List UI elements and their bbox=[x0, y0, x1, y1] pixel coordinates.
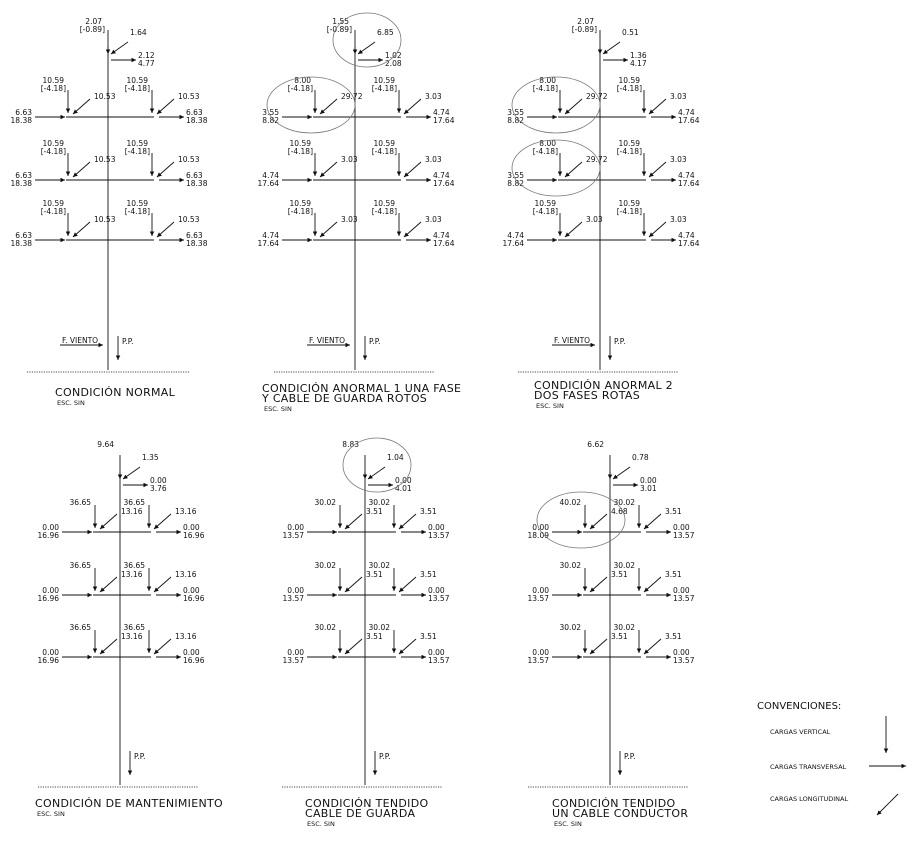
arm2-left-longitudinal-secondary-value: 13.57 bbox=[282, 594, 304, 603]
arm1-right-vertical-value: 10.59 bbox=[126, 76, 148, 85]
diagram-scale: ESC. SIN bbox=[57, 399, 85, 407]
arm3-right-vertical-value: 30.02 bbox=[613, 623, 635, 632]
arm1-right-longitudinal-secondary-value: 17.64 bbox=[678, 116, 700, 125]
arm1-right-vertical-value: 36.65 bbox=[123, 498, 145, 507]
arm3-left-longitudinal-arrow bbox=[565, 222, 582, 237]
diagram-title-line: DOS FASES ROTAS bbox=[534, 389, 641, 402]
arm1-left-vertical-value: 10.59 bbox=[42, 76, 64, 85]
top-transversal-value: 0.00 bbox=[150, 476, 167, 485]
arm1-right-longitudinal-value: 10.53 bbox=[178, 92, 200, 101]
arm3-left-transversal-value: 4.74 bbox=[262, 231, 279, 240]
top-longitudinal-arrow bbox=[123, 467, 140, 479]
arm1-right-vertical-value: 30.02 bbox=[613, 498, 635, 507]
arm2-left-vertical-value: 8.00 bbox=[539, 139, 556, 148]
arm3-left-longitudinal-arrow bbox=[100, 639, 117, 654]
arm2-left-vertical-secondary-value: [-4.18] bbox=[40, 147, 66, 156]
arm2-right-vertical-secondary-value: [-4.18] bbox=[124, 147, 150, 156]
arm2-right-vertical-secondary-value: [-4.18] bbox=[616, 147, 642, 156]
top-vertical-value: 1.55 bbox=[332, 17, 349, 26]
arm3-right-longitudinal-value: 10.53 bbox=[178, 215, 200, 224]
self-weight-label: P.P. bbox=[122, 337, 134, 346]
arm3-left-longitudinal-secondary-value: 17.64 bbox=[257, 239, 279, 248]
arm1-right-longitudinal-arrow bbox=[644, 514, 661, 529]
arm3-right-vertical-secondary-value: [-4.18] bbox=[616, 207, 642, 216]
top-longitudinal-arrow bbox=[111, 42, 128, 54]
arm1-right-longitudinal-value: 3.51 bbox=[665, 507, 682, 516]
arm2-right-longitudinal-secondary-value: 13.57 bbox=[428, 594, 450, 603]
arm2-left-longitudinal-value: 10.53 bbox=[94, 155, 116, 164]
arm2-right-longitudinal-secondary-value: 17.64 bbox=[678, 179, 700, 188]
arm2-right-longitudinal-arrow bbox=[649, 162, 666, 177]
arm2-right-transversal-value: 4.74 bbox=[433, 171, 450, 180]
arm3-left-longitudinal-arrow bbox=[320, 222, 337, 237]
arm3-left-vertical-secondary-value: [-4.18] bbox=[287, 207, 313, 216]
arm3-right-longitudinal-secondary-value: 13.57 bbox=[673, 656, 695, 665]
arm2-right-vertical-value: 30.02 bbox=[368, 561, 390, 570]
arm3-right-longitudinal-arrow bbox=[157, 222, 174, 237]
arm3-right-longitudinal-value: 13.16 bbox=[175, 632, 197, 641]
arm1-left-transversal-value: 0.00 bbox=[42, 523, 59, 532]
arm2-right-longitudinal-arrow bbox=[404, 162, 421, 177]
arm2-left-longitudinal-secondary-value: 8.82 bbox=[507, 179, 524, 188]
arm3-right-transversal-value: 6.63 bbox=[186, 231, 203, 240]
arm2-right-vertical-value: 36.65 bbox=[123, 561, 145, 570]
top-longitudinal-value: 6.85 bbox=[377, 28, 394, 37]
arm1-right-transversal-value: 4.74 bbox=[433, 108, 450, 117]
arm3-left-longitudinal-secondary-value: 17.64 bbox=[502, 239, 524, 248]
arm1-left-longitudinal-secondary-value: 8.82 bbox=[262, 116, 279, 125]
arm1-right-transversal-value: 0.00 bbox=[183, 523, 200, 532]
arm1-right-longitudinal-secondary-value: 16.96 bbox=[183, 531, 205, 540]
arm2-left-longitudinal-value: 3.51 bbox=[611, 570, 628, 579]
arm1-left-longitudinal-value: 13.16 bbox=[121, 507, 143, 516]
arm3-left-longitudinal-value: 13.16 bbox=[121, 632, 143, 641]
arm2-left-vertical-value: 36.65 bbox=[69, 561, 91, 570]
arm3-right-vertical-value: 36.65 bbox=[123, 623, 145, 632]
top-vertical-value: 8.83 bbox=[342, 440, 359, 449]
arm3-right-vertical-value: 10.59 bbox=[126, 199, 148, 208]
arm3-left-longitudinal-arrow bbox=[345, 639, 362, 654]
arm3-right-longitudinal-secondary-value: 16.96 bbox=[183, 656, 205, 665]
arm3-left-longitudinal-arrow bbox=[73, 222, 90, 237]
arm3-right-longitudinal-value: 3.51 bbox=[420, 632, 437, 641]
arm1-left-vertical-value: 36.65 bbox=[69, 498, 91, 507]
diagram-title-line: CABLE DE GUARDA bbox=[305, 807, 416, 820]
diagram-anormal1 bbox=[258, 13, 462, 413]
arm3-left-vertical-value: 10.59 bbox=[534, 199, 556, 208]
top-longitudinal-value: 1.35 bbox=[142, 453, 159, 462]
arm2-left-longitudinal-value: 13.16 bbox=[121, 570, 143, 579]
top-transversal-value: 0.00 bbox=[640, 476, 657, 485]
wind-force-label: F. VIENTO bbox=[309, 336, 346, 345]
arm1-right-longitudinal-secondary-value: 18.38 bbox=[186, 116, 208, 125]
diagram-title-line: CONDICIÓN DE MANTENIMIENTO bbox=[35, 797, 223, 810]
arm3-left-longitudinal-value: 3.51 bbox=[611, 632, 628, 641]
arm3-right-longitudinal-secondary-value: 13.57 bbox=[428, 656, 450, 665]
arm3-left-vertical-secondary-value: [-4.18] bbox=[40, 207, 66, 216]
arm1-left-transversal-value: 3.55 bbox=[507, 108, 524, 117]
diagram-scale: ESC. SIN bbox=[264, 405, 292, 413]
arm1-right-vertical-secondary-value: [-4.18] bbox=[616, 84, 642, 93]
arm1-right-transversal-value: 4.74 bbox=[678, 108, 695, 117]
arm3-left-vertical-value: 30.02 bbox=[314, 623, 336, 632]
arm1-right-longitudinal-arrow bbox=[154, 514, 171, 529]
arm1-left-vertical-secondary-value: [-4.18] bbox=[40, 84, 66, 93]
top-vertical-value: 2.07 bbox=[577, 17, 594, 26]
top-longitudinal-arrow bbox=[603, 42, 620, 54]
legend-longitudinal-arrow bbox=[877, 794, 898, 815]
arm3-left-vertical-secondary-value: [-4.18] bbox=[532, 207, 558, 216]
arm2-right-transversal-value: 0.00 bbox=[183, 586, 200, 595]
arm1-left-longitudinal-value: 10.53 bbox=[94, 92, 116, 101]
arm1-left-vertical-value: 40.02 bbox=[559, 498, 581, 507]
arm2-left-longitudinal-value: 3.51 bbox=[366, 570, 383, 579]
arm1-right-transversal-value: 6.63 bbox=[186, 108, 203, 117]
arm3-right-longitudinal-value: 3.03 bbox=[670, 215, 687, 224]
top-transversal-value: 2.12 bbox=[138, 51, 155, 60]
arm2-left-transversal-value: 0.00 bbox=[532, 586, 549, 595]
arm1-left-longitudinal-secondary-value: 18.09 bbox=[527, 531, 549, 540]
arm1-left-longitudinal-secondary-value: 18.38 bbox=[10, 116, 32, 125]
self-weight-label: P.P. bbox=[369, 337, 381, 346]
diagram-scale: ESC. SIN bbox=[554, 820, 582, 828]
arm2-left-longitudinal-arrow bbox=[320, 162, 337, 177]
arm1-right-longitudinal-value: 3.51 bbox=[420, 507, 437, 516]
arm2-right-longitudinal-arrow bbox=[157, 162, 174, 177]
arm3-left-longitudinal-arrow bbox=[590, 639, 607, 654]
arm2-right-transversal-value: 0.00 bbox=[428, 586, 445, 595]
arm3-left-transversal-value: 0.00 bbox=[42, 648, 59, 657]
arm2-right-transversal-value: 6.63 bbox=[186, 171, 203, 180]
arm1-right-longitudinal-arrow bbox=[157, 99, 174, 114]
arm3-right-longitudinal-value: 3.03 bbox=[425, 215, 442, 224]
arm2-left-transversal-value: 6.63 bbox=[15, 171, 32, 180]
highlight-circle bbox=[343, 438, 411, 492]
arm3-left-transversal-value: 6.63 bbox=[15, 231, 32, 240]
top-longitudinal-value: 0.51 bbox=[622, 28, 639, 37]
wind-force-label: F. VIENTO bbox=[62, 336, 99, 345]
arm2-left-longitudinal-secondary-value: 18.38 bbox=[10, 179, 32, 188]
diagrams-layer bbox=[11, 13, 700, 828]
diagram-mantenimiento bbox=[35, 440, 223, 818]
top-vertical-secondary-value: [-0.89] bbox=[571, 25, 597, 34]
arm2-right-longitudinal-value: 10.53 bbox=[178, 155, 200, 164]
top-vertical-secondary-value: [-0.89] bbox=[326, 25, 352, 34]
arm2-right-longitudinal-arrow bbox=[399, 577, 416, 592]
arm2-left-longitudinal-arrow bbox=[345, 577, 362, 592]
top-longitudinal-value: 1.04 bbox=[387, 453, 404, 462]
arm3-left-vertical-value: 10.59 bbox=[289, 199, 311, 208]
arm2-right-vertical-value: 10.59 bbox=[126, 139, 148, 148]
top-longitudinal-arrow bbox=[358, 42, 375, 54]
arm2-right-vertical-secondary-value: [-4.18] bbox=[371, 147, 397, 156]
self-weight-label: P.P. bbox=[134, 752, 146, 761]
arm1-left-longitudinal-arrow bbox=[345, 514, 362, 529]
arm2-left-vertical-value: 30.02 bbox=[559, 561, 581, 570]
arm2-left-longitudinal-secondary-value: 16.96 bbox=[37, 594, 59, 603]
arm2-right-longitudinal-value: 3.03 bbox=[425, 155, 442, 164]
arm2-left-transversal-value: 0.00 bbox=[287, 586, 304, 595]
arm1-left-longitudinal-secondary-value: 8.82 bbox=[507, 116, 524, 125]
arm1-right-longitudinal-secondary-value: 17.64 bbox=[433, 116, 455, 125]
arm1-right-vertical-value: 30.02 bbox=[368, 498, 390, 507]
arm3-left-vertical-value: 36.65 bbox=[69, 623, 91, 632]
arm3-left-longitudinal-value: 3.03 bbox=[586, 215, 603, 224]
arm1-right-longitudinal-arrow bbox=[399, 514, 416, 529]
arm1-left-longitudinal-value: 3.51 bbox=[366, 507, 383, 516]
arm3-left-vertical-value: 30.02 bbox=[559, 623, 581, 632]
arm3-right-longitudinal-arrow bbox=[404, 222, 421, 237]
arm3-right-vertical-secondary-value: [-4.18] bbox=[124, 207, 150, 216]
arm2-left-vertical-value: 10.59 bbox=[289, 139, 311, 148]
legend bbox=[757, 701, 906, 815]
arm1-left-longitudinal-value: 29.72 bbox=[586, 92, 608, 101]
arm3-right-longitudinal-value: 3.51 bbox=[665, 632, 682, 641]
legend-longitudinal-label: CARGAS LONGITUDINAL bbox=[770, 795, 849, 803]
diagram-normal bbox=[11, 17, 208, 407]
arm2-right-longitudinal-value: 3.51 bbox=[665, 570, 682, 579]
self-weight-label: P.P. bbox=[624, 752, 636, 761]
arm2-left-longitudinal-secondary-value: 17.64 bbox=[257, 179, 279, 188]
arm3-right-vertical-value: 10.59 bbox=[618, 199, 640, 208]
arm3-right-longitudinal-secondary-value: 17.64 bbox=[678, 239, 700, 248]
legend-transversal-label: CARGAS TRANSVERSAL bbox=[770, 763, 847, 771]
arm1-left-longitudinal-arrow bbox=[73, 99, 90, 114]
arm1-left-transversal-value: 0.00 bbox=[532, 523, 549, 532]
arm3-right-longitudinal-arrow bbox=[649, 222, 666, 237]
diagram-title-line: CONDICIÓN TENDIDO bbox=[305, 797, 429, 810]
arm1-left-vertical-secondary-value: [-4.18] bbox=[532, 84, 558, 93]
diagram-anormal2 bbox=[503, 17, 700, 410]
arm2-right-longitudinal-value: 3.03 bbox=[670, 155, 687, 164]
arm3-right-longitudinal-secondary-value: 17.64 bbox=[433, 239, 455, 248]
top-longitudinal-arrow bbox=[613, 467, 630, 479]
arm1-right-vertical-secondary-value: [-4.18] bbox=[371, 84, 397, 93]
top-longitudinal-secondary-value: 3.76 bbox=[150, 484, 167, 493]
arm1-left-vertical-value: 8.00 bbox=[294, 76, 311, 85]
top-vertical-secondary-value: [-0.89] bbox=[79, 25, 105, 34]
arm1-right-vertical-secondary-value: [-4.18] bbox=[124, 84, 150, 93]
diagram-title-line: CONDICIÓN TENDIDO bbox=[552, 797, 676, 810]
diagram-tendido_conductor bbox=[528, 440, 695, 828]
arm3-right-transversal-value: 0.00 bbox=[673, 648, 690, 657]
arm2-right-longitudinal-value: 13.16 bbox=[175, 570, 197, 579]
arm1-left-longitudinal-arrow bbox=[100, 514, 117, 529]
arm2-right-longitudinal-arrow bbox=[644, 577, 661, 592]
arm1-right-transversal-value: 0.00 bbox=[673, 523, 690, 532]
arm3-right-transversal-value: 4.74 bbox=[678, 231, 695, 240]
top-vertical-value: 9.64 bbox=[97, 440, 114, 449]
top-longitudinal-secondary-value: 4.77 bbox=[138, 59, 155, 68]
top-longitudinal-secondary-value: 3.01 bbox=[640, 484, 657, 493]
arm2-right-longitudinal-secondary-value: 17.64 bbox=[433, 179, 455, 188]
arm1-right-vertical-value: 10.59 bbox=[618, 76, 640, 85]
arm3-left-longitudinal-secondary-value: 18.38 bbox=[10, 239, 32, 248]
arm3-right-vertical-secondary-value: [-4.18] bbox=[371, 207, 397, 216]
wind-force-label: F. VIENTO bbox=[554, 336, 591, 345]
arm2-left-vertical-secondary-value: [-4.18] bbox=[532, 147, 558, 156]
diagram-title-line: Y CABLE DE GUARDA ROTOS bbox=[262, 392, 428, 405]
arm3-left-longitudinal-secondary-value: 13.57 bbox=[282, 656, 304, 665]
arm1-left-longitudinal-value: 4.68 bbox=[611, 507, 628, 516]
arm1-left-vertical-value: 8.00 bbox=[539, 76, 556, 85]
arm1-right-transversal-value: 0.00 bbox=[428, 523, 445, 532]
arm2-left-longitudinal-secondary-value: 13.57 bbox=[527, 594, 549, 603]
legend-title: CONVENCIONES: bbox=[757, 701, 842, 712]
diagram-title-line: UN CABLE CONDUCTOR bbox=[552, 807, 689, 820]
arm1-left-vertical-secondary-value: [-4.18] bbox=[287, 84, 313, 93]
arm2-left-longitudinal-arrow bbox=[590, 577, 607, 592]
legend-vertical-label: CARGAS VERTICAL bbox=[770, 728, 831, 736]
arm1-left-longitudinal-value: 29.72 bbox=[341, 92, 363, 101]
arm2-left-longitudinal-arrow bbox=[565, 162, 582, 177]
arm2-left-longitudinal-arrow bbox=[73, 162, 90, 177]
top-transversal-value: 0.00 bbox=[395, 476, 412, 485]
arm2-right-vertical-value: 10.59 bbox=[373, 139, 395, 148]
arm1-right-longitudinal-value: 3.03 bbox=[425, 92, 442, 101]
arm1-left-longitudinal-secondary-value: 16.96 bbox=[37, 531, 59, 540]
arm1-left-longitudinal-arrow bbox=[320, 99, 337, 114]
arm1-left-longitudinal-arrow bbox=[590, 514, 607, 529]
diagram-scale: ESC. SIN bbox=[37, 810, 65, 818]
arm2-right-vertical-value: 30.02 bbox=[613, 561, 635, 570]
arm2-right-transversal-value: 4.74 bbox=[678, 171, 695, 180]
arm1-left-transversal-value: 0.00 bbox=[287, 523, 304, 532]
arm3-right-vertical-value: 30.02 bbox=[368, 623, 390, 632]
top-longitudinal-value: 0.78 bbox=[632, 453, 649, 462]
arm3-left-vertical-value: 10.59 bbox=[42, 199, 64, 208]
arm3-right-longitudinal-secondary-value: 18.38 bbox=[186, 239, 208, 248]
top-longitudinal-secondary-value: 4.01 bbox=[395, 484, 412, 493]
arm1-left-longitudinal-arrow bbox=[565, 99, 582, 114]
arm3-left-transversal-value: 0.00 bbox=[532, 648, 549, 657]
arm2-left-longitudinal-value: 3.03 bbox=[341, 155, 358, 164]
top-vertical-value: 2.07 bbox=[85, 17, 102, 26]
arm3-right-longitudinal-arrow bbox=[644, 639, 661, 654]
arm3-right-longitudinal-arrow bbox=[154, 639, 171, 654]
diagram-title-line: CONDICIÓN NORMAL bbox=[55, 386, 176, 399]
arm1-right-longitudinal-arrow bbox=[404, 99, 421, 114]
arm2-left-vertical-secondary-value: [-4.18] bbox=[287, 147, 313, 156]
arm2-left-transversal-value: 4.74 bbox=[262, 171, 279, 180]
diagram-title-line: CONDICIÓN ANORMAL 1 UNA FASE bbox=[262, 382, 462, 395]
arm2-right-longitudinal-secondary-value: 16.96 bbox=[183, 594, 205, 603]
arm1-left-vertical-value: 30.02 bbox=[314, 498, 336, 507]
arm2-left-longitudinal-arrow bbox=[100, 577, 117, 592]
arm1-left-transversal-value: 3.55 bbox=[262, 108, 279, 117]
diagram-title-line: CONDICIÓN ANORMAL 2 bbox=[534, 379, 673, 392]
arm1-right-vertical-value: 10.59 bbox=[373, 76, 395, 85]
top-transversal-value: 1.36 bbox=[630, 51, 647, 60]
arm2-left-longitudinal-value: 29.72 bbox=[586, 155, 608, 164]
top-transversal-value: 1.02 bbox=[385, 51, 402, 60]
diagram-scale: ESC. SIN bbox=[536, 402, 564, 410]
arm1-right-longitudinal-arrow bbox=[649, 99, 666, 114]
arm2-left-vertical-value: 10.59 bbox=[42, 139, 64, 148]
arm2-right-longitudinal-secondary-value: 18.38 bbox=[186, 179, 208, 188]
arm3-left-longitudinal-value: 10.53 bbox=[94, 215, 116, 224]
arm3-left-longitudinal-secondary-value: 16.96 bbox=[37, 656, 59, 665]
top-vertical-value: 6.62 bbox=[587, 440, 604, 449]
highlight-circle bbox=[333, 13, 401, 67]
arm1-right-longitudinal-secondary-value: 13.57 bbox=[428, 531, 450, 540]
arm1-left-transversal-value: 6.63 bbox=[15, 108, 32, 117]
arm3-right-transversal-value: 0.00 bbox=[428, 648, 445, 657]
top-longitudinal-arrow bbox=[368, 467, 385, 479]
self-weight-label: P.P. bbox=[614, 337, 626, 346]
arm1-right-longitudinal-secondary-value: 13.57 bbox=[673, 531, 695, 540]
arm3-left-transversal-value: 4.74 bbox=[507, 231, 524, 240]
arm3-left-longitudinal-value: 3.51 bbox=[366, 632, 383, 641]
diagram-scale: ESC. SIN bbox=[307, 820, 335, 828]
arm3-left-longitudinal-value: 3.03 bbox=[341, 215, 358, 224]
arm2-right-transversal-value: 0.00 bbox=[673, 586, 690, 595]
top-longitudinal-secondary-value: 4.17 bbox=[630, 59, 647, 68]
highlight-circle bbox=[537, 492, 625, 548]
top-longitudinal-secondary-value: 2.08 bbox=[385, 59, 402, 68]
arm3-left-longitudinal-secondary-value: 13.57 bbox=[527, 656, 549, 665]
arm3-right-longitudinal-arrow bbox=[399, 639, 416, 654]
arm3-right-transversal-value: 4.74 bbox=[433, 231, 450, 240]
arm2-left-transversal-value: 3.55 bbox=[507, 171, 524, 180]
arm2-right-vertical-value: 10.59 bbox=[618, 139, 640, 148]
arm2-right-longitudinal-value: 3.51 bbox=[420, 570, 437, 579]
arm2-left-transversal-value: 0.00 bbox=[42, 586, 59, 595]
self-weight-label: P.P. bbox=[379, 752, 391, 761]
arm2-right-longitudinal-arrow bbox=[154, 577, 171, 592]
arm3-left-transversal-value: 0.00 bbox=[287, 648, 304, 657]
arm3-right-vertical-value: 10.59 bbox=[373, 199, 395, 208]
arm1-right-longitudinal-value: 13.16 bbox=[175, 507, 197, 516]
arm1-left-longitudinal-secondary-value: 13.57 bbox=[282, 531, 304, 540]
top-longitudinal-value: 1.64 bbox=[130, 28, 147, 37]
diagram-tendido_guarda bbox=[282, 438, 450, 828]
arm3-right-transversal-value: 0.00 bbox=[183, 648, 200, 657]
arm1-right-longitudinal-value: 3.03 bbox=[670, 92, 687, 101]
arm2-right-longitudinal-secondary-value: 13.57 bbox=[673, 594, 695, 603]
arm2-left-vertical-value: 30.02 bbox=[314, 561, 336, 570]
